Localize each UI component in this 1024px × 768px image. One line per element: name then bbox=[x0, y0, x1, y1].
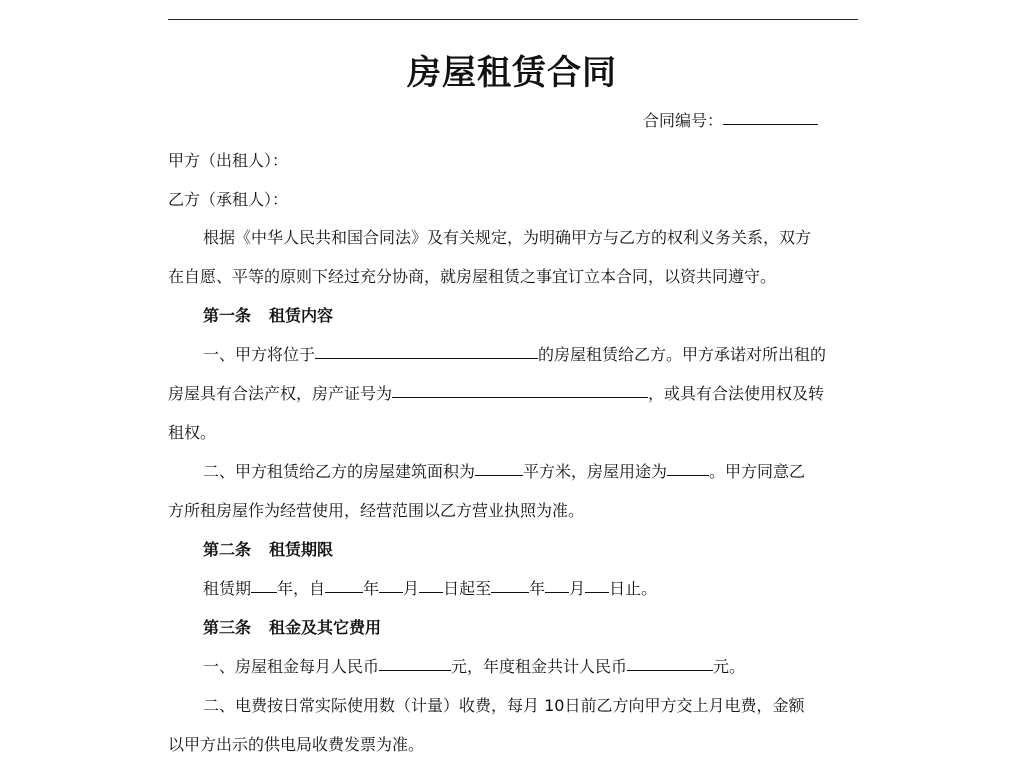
contract-number-line bbox=[643, 108, 818, 134]
clause-text: 月 bbox=[403, 579, 420, 598]
clause-text: 元。 bbox=[713, 657, 746, 676]
article-1-number: 第一条 bbox=[203, 306, 252, 325]
clause-text: 日起至 bbox=[443, 579, 492, 598]
end-year-blank bbox=[491, 591, 529, 593]
article-1-clause-1-line-2 bbox=[168, 381, 824, 407]
clause-text: 的房屋租赁给乙方。甲方承诺对所出租的 bbox=[538, 345, 827, 364]
article-2-number: 第二条 bbox=[203, 540, 252, 559]
party-a-label: 甲方（出租人）： bbox=[168, 151, 289, 170]
monthly-rent-blank bbox=[379, 669, 451, 671]
clause-text: 日止。 bbox=[609, 579, 658, 598]
annual-rent-blank bbox=[627, 669, 713, 671]
top-rule bbox=[168, 19, 858, 20]
party-b-line bbox=[168, 187, 288, 213]
article-3-clause-2-line-1: 二、电费按日常实际使用数（计量）收费，每月 10日前乙方向甲方交上月电费，金额 bbox=[203, 696, 805, 715]
article-3-heading bbox=[203, 615, 381, 641]
intro-line-2: 在自愿、平等的原则下经过充分协商，就房屋租赁之事宜订立本合同，以资共同遵守。 bbox=[168, 267, 777, 286]
area-blank bbox=[475, 474, 523, 476]
article-2-heading bbox=[203, 537, 333, 563]
article-1-clause-1-line-3: 租权。 bbox=[168, 423, 217, 442]
clause-text: 年 bbox=[529, 579, 546, 598]
clause-text: 二、甲方租赁给乙方的房屋建筑面积为 bbox=[203, 462, 476, 481]
lease-term-line bbox=[203, 576, 657, 602]
article-1-clause-2-line-1 bbox=[203, 459, 805, 485]
article-1-heading bbox=[203, 303, 333, 329]
clause-text: 。甲方同意乙 bbox=[709, 462, 806, 481]
clause-text: 一、房屋租金每月人民币 bbox=[203, 657, 380, 676]
clause-text: 月 bbox=[569, 579, 586, 598]
clause-text: ，或具有合法使用权及转 bbox=[648, 384, 825, 403]
party-b-label: 乙方（承租人）： bbox=[168, 190, 289, 209]
article-1-clause-1-line-1 bbox=[203, 342, 826, 368]
start-month-blank bbox=[379, 591, 403, 593]
contract-number-label: 合同编号： bbox=[643, 111, 724, 130]
usage-blank bbox=[667, 474, 709, 476]
clause-text: 平方米，房屋用途为 bbox=[523, 462, 668, 481]
article-1-clause-2-line-2: 方所租房屋作为经营使用，经营范围以乙方营业执照为准。 bbox=[168, 501, 585, 520]
intro-line-1: 根据《中华人民共和国合同法》及有关规定，为明确甲方与乙方的权利义务关系，双方 bbox=[203, 228, 812, 247]
end-month-blank bbox=[545, 591, 569, 593]
article-3-clause-1-line bbox=[203, 654, 745, 680]
property-location-blank bbox=[315, 357, 538, 359]
start-year-blank bbox=[325, 591, 363, 593]
article-3-number: 第三条 bbox=[203, 618, 252, 637]
article-3-title: 租金及其它费用 bbox=[269, 618, 382, 637]
property-certificate-blank bbox=[392, 396, 648, 398]
clause-text: 一、甲方将位于 bbox=[203, 345, 316, 364]
term-years-blank bbox=[251, 591, 277, 593]
article-2-title: 租赁期限 bbox=[269, 540, 334, 559]
clause-text: 元，年度租金共计人民币 bbox=[451, 657, 628, 676]
contract-number-blank bbox=[723, 123, 818, 125]
clause-text: 年，自 bbox=[277, 579, 326, 598]
clause-text: 租赁期 bbox=[203, 579, 252, 598]
party-a-line bbox=[168, 148, 288, 174]
clause-text: 年 bbox=[363, 579, 380, 598]
end-day-blank bbox=[585, 591, 609, 593]
article-3-clause-2-line-2: 以甲方出示的供电局收费发票为准。 bbox=[168, 735, 425, 754]
article-1-title: 租赁内容 bbox=[269, 306, 334, 325]
start-day-blank bbox=[419, 591, 443, 593]
document-title: 房屋租赁合同 bbox=[407, 53, 617, 93]
clause-text: 房屋具有合法产权，房产证号为 bbox=[168, 384, 393, 403]
